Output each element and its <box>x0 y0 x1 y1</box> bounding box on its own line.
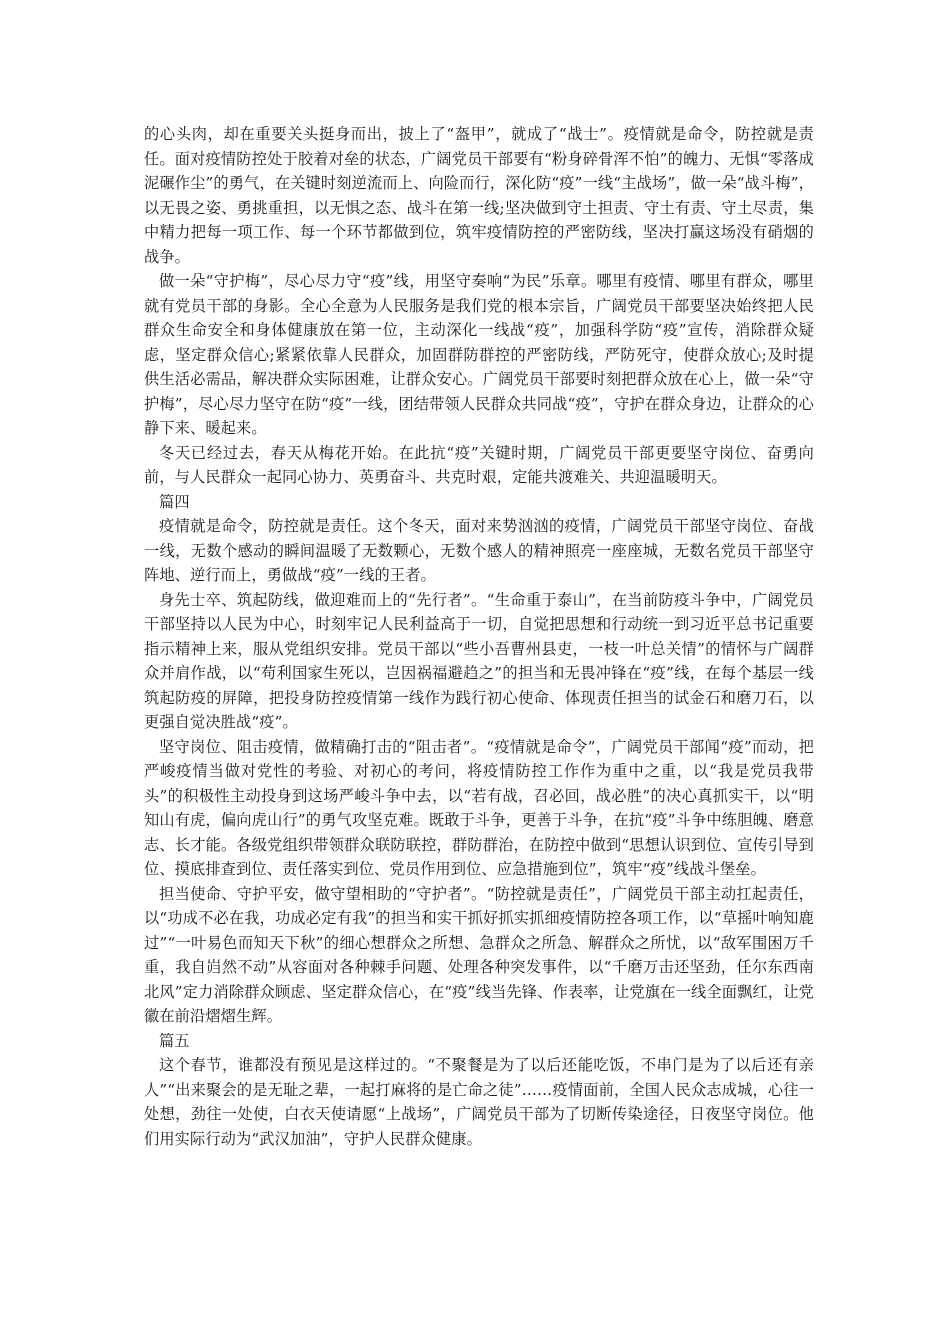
document-page <box>144 122 814 1151</box>
paragraph-spring-festival: 这个春节，谁都没有预见是这样过的。“不聚餐是为了以后还能吃饭，不串门是为了以后还有亲人”“出来聚会的是无耻之辈，一起打麻将的是亡命之徒”……疫情面前，全国人民众志成城，心往一处想，劲往一处使，白衣天使请愿“上战场”，广阔党员干部为了切断传染途径，日夜坚守岗位。他们用实际行动为“武汉加油”，守护人民群众健康。 <box>144 1056 814 1148</box>
paragraph-winter-passed: 冬天已经过去，春天从梅花开始。在此抗“疫”关键时期，广阔党员干部更要坚守岗位、奋勇向前，与人民群众一起同心协力、英勇奋斗、共克时艰，定能共渡难关、共迎温暖明天。 <box>144 443 814 486</box>
paragraph-guardian: 担当使命、守护平安，做守望相助的“守护者”。“防控就是责任”，广阔党员干部主动扛起责任，以“功成不必在我，功成必定有我”的担当和实干抓好抓实抓细疫情防控各项工作，以“草摇叶响知鹿过”“一叶易色而知天下秋”的细心想群众之所想、急群众之所急、解群众之所忧，以“敌军围困万千重，我自岿然不动”从容面对各种棘手问题、处理各种突发事件，以“千磨万击还坚劲，任尔东西南北风”定力消除群众顾虑、坚定群众信心，在“疫”线当先锋、作表率，让党旗在一线全面飘红，让党徽在前沿熠熠生辉。 <box>144 884 814 1025</box>
paragraph-guardian-plum: 做一朵“守护梅”，尽心尽力守“疫”线，用坚守奏响“为民”乐章。哪里有疫情、哪里有群众，哪里就有党员干部的身影。全心全意为人民服务是我们党的根本宗旨，广阔党员干部要坚决始终把人民群众生命安全和身体健康放在第一位，主动深化一线战“疫”，加强科学防“疫”宣传，消除群众疑虑，坚定群众信心;紧紧依靠人民群众，加固群防群控的严密防线，严防死守，使群众放心;及时提供生活必需品，解决群众实际困难，让群众安心。广阔党员干部要时刻把群众放在心上，做一朵“守护梅”，尽心尽力坚守在防“疫”一线，团结带领人民群众共同战“疫”，守护在群众身边，让群众的心静下来、暖起来。 <box>144 272 814 437</box>
paragraph-epidemic-command: 疫情就是命令，防控就是责任。这个冬天，面对来势汹汹的疫情，广阔党员干部坚守岗位、奋战一线，无数个感动的瞬间温暖了无数颗心，无数个感人的精神照亮一座座城，无数名党员干部坚守阵地、逆行而上，勇做战“疫”一线的王者。 <box>144 517 814 584</box>
paragraph-forerunner: 身先士卒、筑起防线，做迎难而上的“先行者”。“生命重于泰山”，在当前防疫斗争中，广阔党员干部坚持以人民为中心，时刻牢记人民利益高于一切，自觉把思想和行动统一到习近平总书记重要指示精神上来，服从党组织安排。党员干部以“些小吾曹州县吏，一枝一叶总关情”的情怀与广阔群众并肩作战，以“苟利国家生死以，岂因祸福避趋之”的担当和无畏冲锋在“疫”线，在每个基层一线筑起防疫的屏障，把投身防控疫情第一线作为践行初心使命、体现责任担当的试金石和磨刀石，以更强自觉决胜战“疫”。 <box>144 590 814 731</box>
paragraph-blocker: 坚守岗位、阻击疫情，做精确打击的“阻击者”。“疫情就是命令”，广阔党员干部闻“疫”而动，把严峻疫情当做对党性的考验、对初心的考问，将疫情防控工作作为重中之重，以“我是党员我带头”的积极性主动投身到这场严峻斗争中去，以“若有战，召必回，战必胜”的决心真抓实干，以“明知山有虎，偏向虎山行”的勇气攻坚克难。既敢于斗争，更善于斗争，在抗“疫”斗争中练胆魄、磨意志、长才能。各级党组织带领群众联防联控，群防群治，在防控中做到“思想认识到位、宣传引导到位、摸底排查到位、责任落实到位、党员作用到位、应急措施到位”，筑牢“疫”线战斗堡垒。 <box>144 737 814 878</box>
section-heading-5: 篇五 <box>159 1031 190 1050</box>
paragraph-continuation: 的心头肉，却在重要关头挺身而出，披上了“盔甲”，就成了“战士”。疫情就是命令，防控就是责任。面对疫情防控处于胶着对垒的状态，广阔党员干部要有“粉身碎骨浑不怕”的魄力、无惧“零落成泥碾作尘”的勇气，在关键时刻逆流而上、向险而行，深化防“疫”一线“主战场”，做一朵“战斗梅”，以无畏之姿、勇挑重担，以无惧之态、战斗在第一线;坚决做到守土担责、守土有责、守土尽责，集中精力把每一项工作、每一个环节都做到位，筑牢疫情防控的严密防线，坚决打赢这场没有硝烟的战争。 <box>144 125 814 266</box>
section-heading-4: 篇四 <box>159 492 190 511</box>
